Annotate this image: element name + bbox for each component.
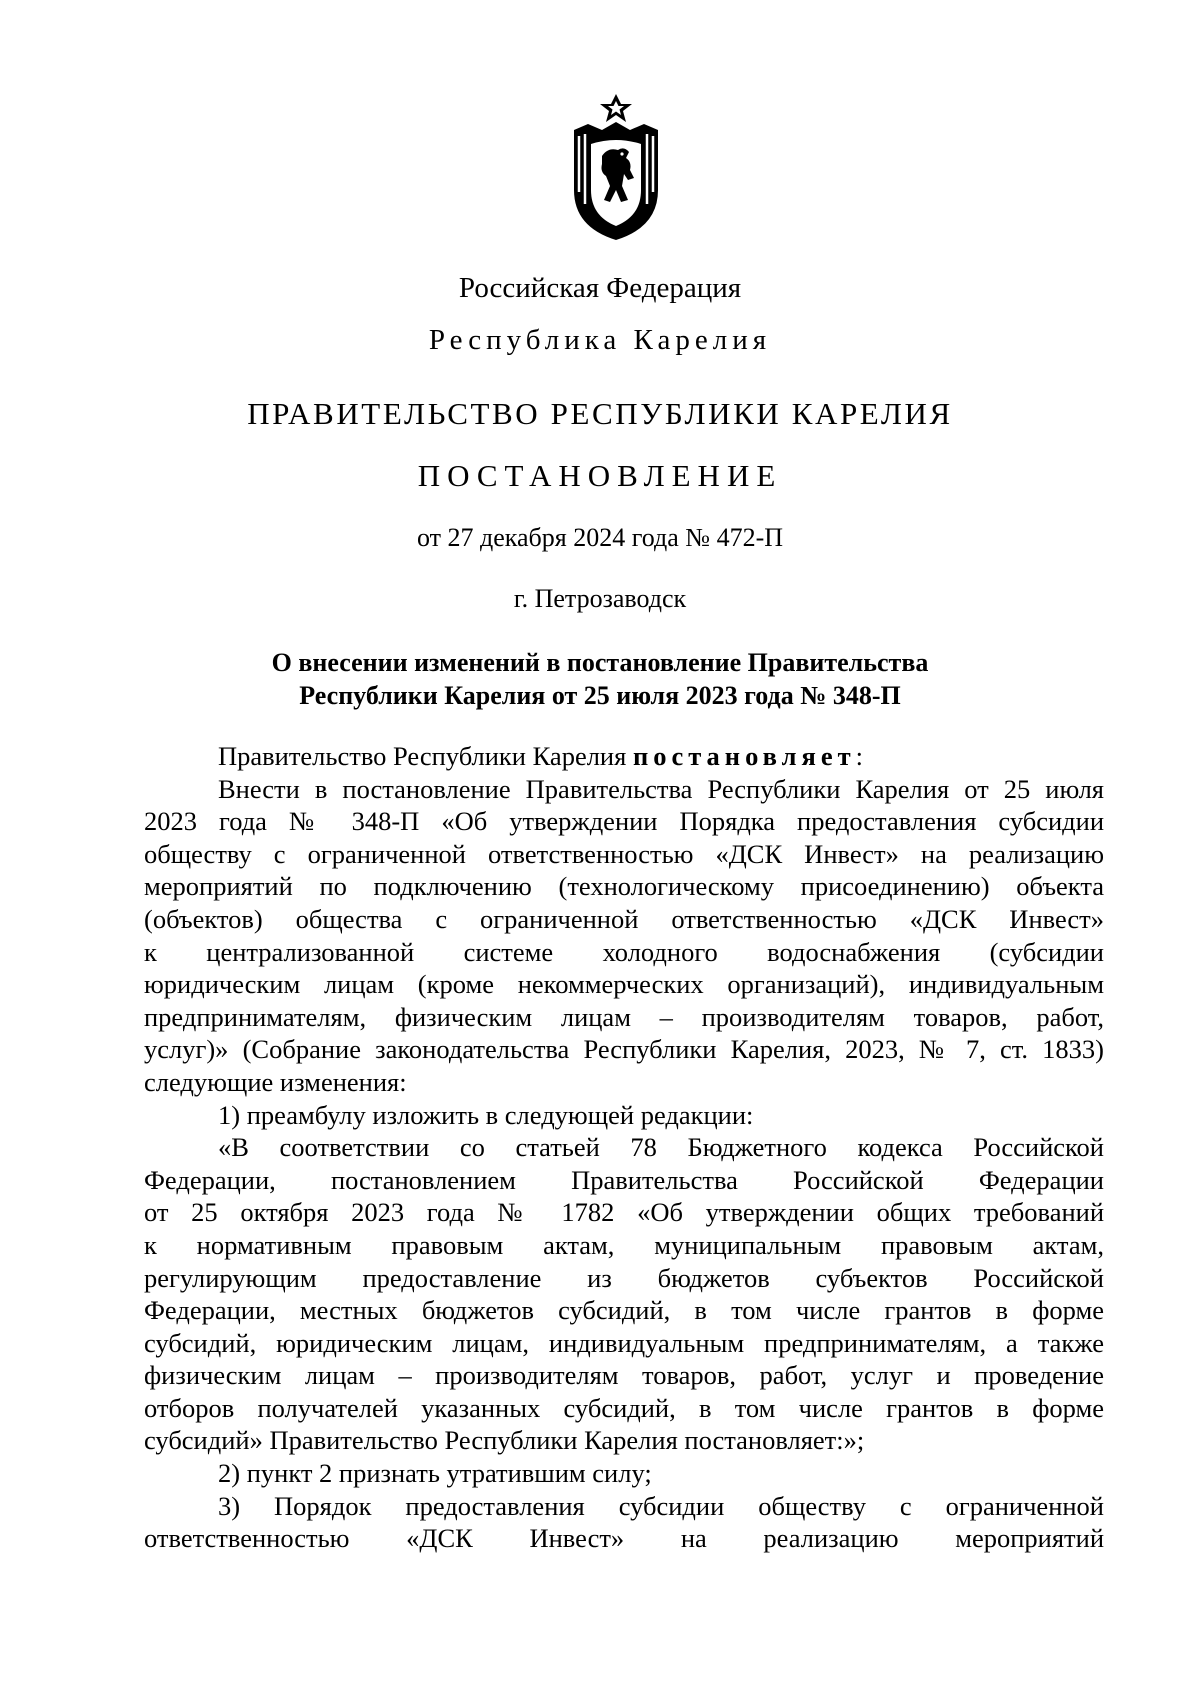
body-line: услуг)» (Собрание законодательства Республики Карелия, 2023, № 7, ст. 1833): [144, 1034, 1104, 1065]
body-line: «В соответствии со статьей 78 Бюджетного кодекса Российской: [218, 1132, 1104, 1163]
body-line: Федерации, постановлением Правительства Российской Федерации: [144, 1164, 1104, 1195]
body-line: предпринимателям, физическим лицам – производителям товаров, работ,: [144, 1001, 1104, 1032]
government-name: ПРАВИТЕЛЬСТВО РЕСПУБЛИКИ КАРЕЛИЯ: [247, 396, 953, 431]
body-line: от 25 октября 2023 года № 1782 «Об утверждении общих требований: [144, 1197, 1104, 1228]
body-line: 2023 года № 348-П «Об утверждении Порядка предоставления субсидии: [144, 806, 1104, 837]
body-line: обществу с ограниченной ответственностью «ДСК Инвест» на реализацию: [144, 838, 1104, 869]
body-line: мероприятий по подключению (технологическому присоединению) объекта: [144, 871, 1104, 902]
body-line: (объектов) общества с ограниченной ответственностью «ДСК Инвест»: [144, 903, 1104, 934]
republic-name: Республика Карелия: [428, 324, 772, 356]
document-type: ПОСТАНОВЛЕНИЕ: [417, 458, 783, 493]
intro-keyword: постановляет: [632, 741, 856, 771]
body-line: 2) пункт 2 признать утратившим силу;: [218, 1458, 652, 1489]
body-line: 3) Порядок предоставления субсидии обществу с ограниченной: [218, 1490, 1104, 1521]
body-line: к нормативным правовым актам, муниципальным правовым актам,: [144, 1229, 1104, 1260]
document-body: [144, 740, 1104, 1555]
body-line: физическим лицам – производителям товаров, работ, услуг и проведение: [144, 1360, 1104, 1391]
coat-of-arms-emblem: [566, 92, 666, 242]
body-line: Внести в постановление Правительства Республики Карелия от 25 июля: [218, 773, 1104, 804]
document-date-number: от 27 декабря 2024 года № 472-П: [416, 523, 784, 552]
body-line: ответственностью «ДСК Инвест» на реализацию мероприятий: [144, 1523, 1104, 1554]
country-name: Российская Федерация: [458, 272, 742, 304]
title-line: Республики Карелия от 25 июля 2023 года № 348-П: [299, 681, 901, 710]
body-line: субсидий» Правительство Республики Карелия постановляет:»;: [144, 1425, 865, 1456]
body-line: субсидий, юридическим лицам, индивидуальным предпринимателям, а также: [144, 1327, 1104, 1358]
title-line: О внесении изменений в постановление Правительства: [271, 648, 929, 677]
document-city: г. Петрозаводск: [513, 584, 687, 613]
body-line: к централизованной системе холодного водоснабжения (субсидии: [144, 936, 1104, 967]
body-line: регулирующим предоставление из бюджетов субъектов Российской: [144, 1262, 1104, 1293]
document-title: [0, 646, 1200, 712]
intro-suffix: :: [855, 741, 863, 771]
intro-prefix: Правительство Республики Карелия: [218, 741, 633, 771]
body-line: отборов получателей указанных субсидий, в том числе грантов в форме: [144, 1392, 1104, 1423]
intro-line: [144, 740, 1104, 773]
body-line: 1) преамбулу изложить в следующей редакции:: [218, 1099, 754, 1130]
body-line: юридическим лицам (кроме некоммерческих организаций), индивидуальным: [144, 969, 1104, 1000]
body-line: Федерации, местных бюджетов субсидий, в том числе грантов в форме: [144, 1295, 1104, 1326]
body-line: следующие изменения:: [144, 1066, 407, 1097]
